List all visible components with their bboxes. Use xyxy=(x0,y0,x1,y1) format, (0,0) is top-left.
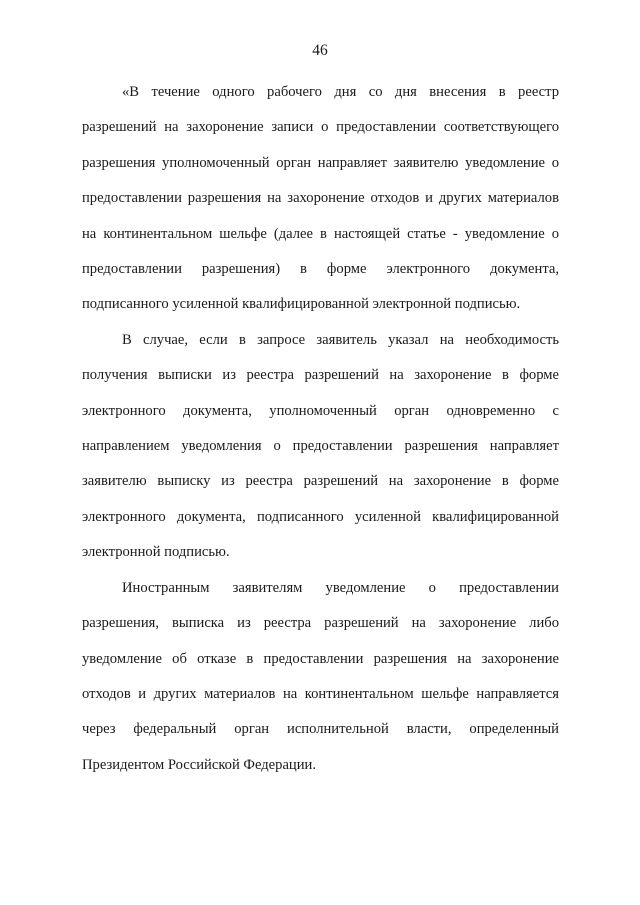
paragraph-extract-request xyxy=(82,323,559,571)
text-line: электронной подписью. xyxy=(82,544,230,561)
text-line: Президентом Российской Федерации. xyxy=(82,756,317,773)
page-number: 46 xyxy=(312,42,328,59)
text-line: отходов и других материалов на континентальном шельфе направляется xyxy=(82,685,559,702)
paragraph-notification xyxy=(82,75,559,323)
text-line: разрешений на захоронение записи о предоставлении соответствующего xyxy=(82,119,559,136)
text-line: предоставлении разрешения на захоронение отходов и других материалов xyxy=(82,190,559,207)
text-line: «В течение одного рабочего дня со дня внесения в реестр xyxy=(122,84,559,100)
text-line: разрешения уполномоченный орган направляет заявителю уведомление о xyxy=(82,154,559,171)
text-line: направлением уведомления о предоставлении разрешения направляет xyxy=(82,438,559,455)
text-line: электронного документа, уполномоченный орган одновременно с xyxy=(82,402,559,419)
text-line: предоставлении разрешения) в форме электронного документа, xyxy=(82,261,559,278)
text-line: уведомление об отказе в предоставлении разрешения на захоронение xyxy=(82,650,559,667)
text-line: разрешения, выписка из реестра разрешений на захоронение либо xyxy=(82,615,559,632)
text-line: подписанного усиленной квалифицированной электронной подписью. xyxy=(82,296,521,313)
paragraph-foreign-applicants xyxy=(82,571,559,783)
text-line: заявителю выписку из реестра разрешений на захоронение в форме xyxy=(82,473,559,490)
document-body xyxy=(82,75,559,783)
text-line: на континентальном шельфе (далее в настоящей статье - уведомление о xyxy=(82,225,559,242)
text-line: через федеральный орган исполнительной власти, определенный xyxy=(82,721,559,738)
text-line: В случае, если в запросе заявитель указал на необходимость xyxy=(122,331,559,348)
text-line: электронного документа, подписанного усиленной квалифицированной xyxy=(82,508,559,525)
text-line: получения выписки из реестра разрешений на захоронение в форме xyxy=(82,367,559,384)
text-line: Иностранным заявителям уведомление о предоставлении xyxy=(122,579,559,596)
